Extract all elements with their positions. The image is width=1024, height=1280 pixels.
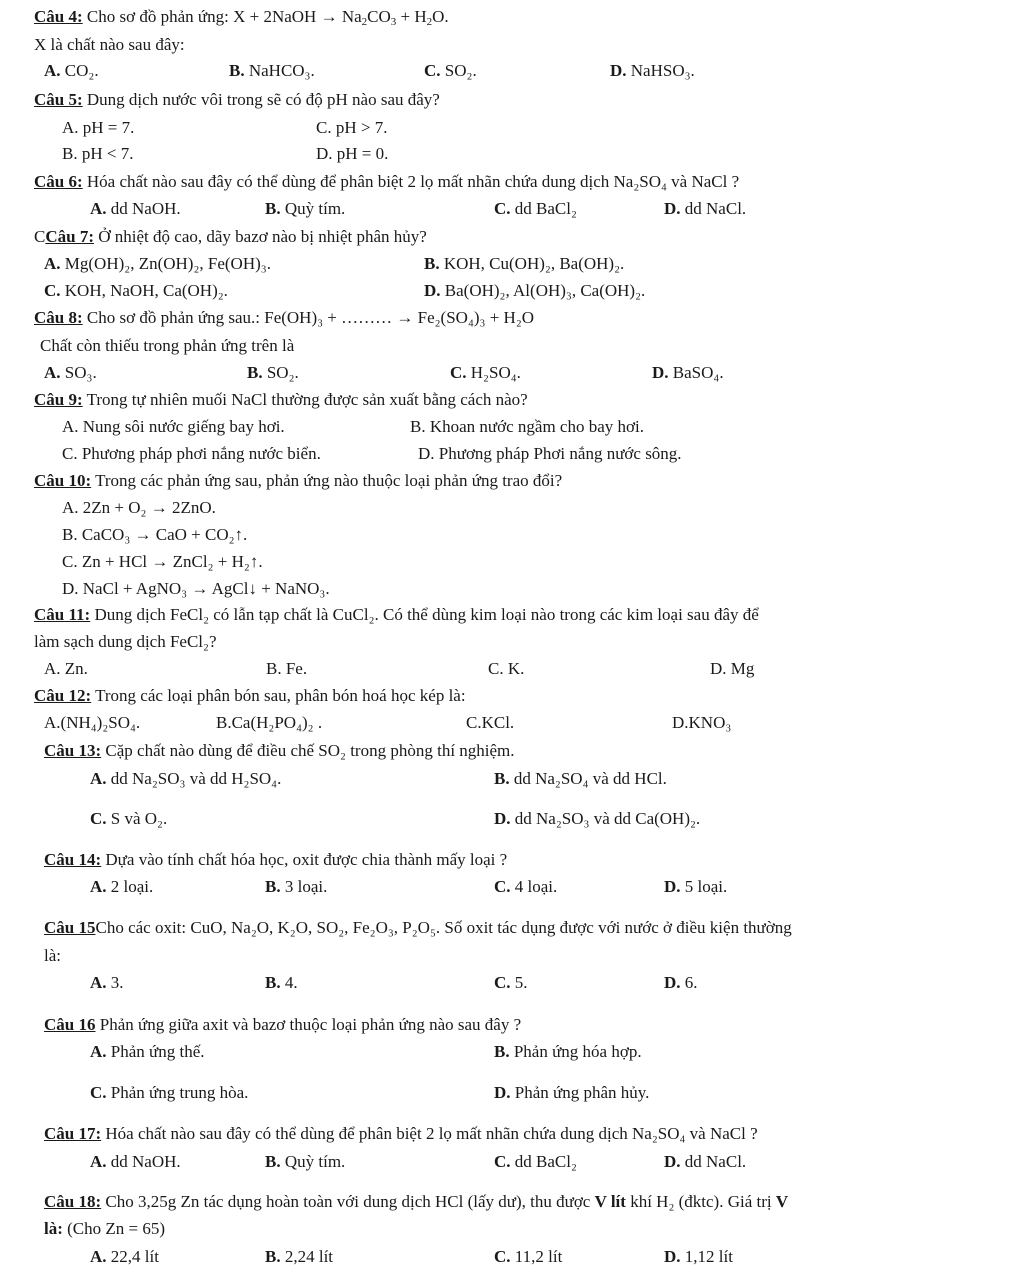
q8-option-a[interactable]: A. SO₃. bbox=[44, 363, 97, 382]
q7-stem: CCâu 7: Ở nhiệt độ cao, dãy bazơ nào bị nhiệt phân hủy? bbox=[34, 227, 427, 246]
q11-stem: Câu 11: Dung dịch FeCl₂ có lẫn tạp chất là CuCl₂. Có thể dùng kim loại nào trong các kim loại sau đây để bbox=[34, 605, 759, 624]
q5-option-b[interactable]: B. pH < 7. bbox=[62, 144, 134, 163]
q17-stem: Câu 17: Hóa chất nào sau đây có thể dùng để phân biệt 2 lọ mất nhãn chứa dung dịch Na₂SO₄ và NaCl ? bbox=[44, 1124, 758, 1143]
q6-stem: Câu 6: Hóa chất nào sau đây có thể dùng để phân biệt 2 lọ mất nhãn chứa dung dịch Na₂SO₄ và NaCl ? bbox=[34, 172, 740, 191]
q9-option-a[interactable]: A. Nung sôi nước giếng bay hơi. bbox=[62, 417, 285, 436]
q11-option-b[interactable]: B. Fe. bbox=[266, 659, 308, 678]
q11-line2: làm sạch dung dịch FeCl₂? bbox=[34, 632, 217, 651]
q6-option-d[interactable]: D. dd NaCl. bbox=[664, 199, 747, 218]
q4-stem: Câu 4: Cho sơ đồ phản ứng: X + 2NaOH → $Na_2CO_3 + H_2O$. bbox=[34, 7, 449, 28]
q15-option-b[interactable]: B. 4. bbox=[265, 973, 298, 992]
q12-option-b[interactable]: B.Ca(H₂PO₄)₂ . bbox=[216, 713, 323, 732]
q8-title: Câu 8: bbox=[34, 308, 83, 327]
q18-title: Câu 18: bbox=[44, 1192, 102, 1211]
q16-option-a[interactable]: A. Phản ứng thế. bbox=[90, 1042, 205, 1061]
q10-option-b[interactable]: B. CaCO₃ → CaO + CO₂↑. bbox=[62, 525, 248, 544]
q4-line2: X là chất nào sau đây: bbox=[34, 35, 185, 54]
q7-option-d[interactable]: D. Ba(OH)₂, Al(OH)₃, Ca(OH)₂. bbox=[424, 281, 646, 300]
q9-option-d[interactable]: D. Phương pháp Phơi nắng nước sông. bbox=[418, 444, 682, 463]
q4-option-d[interactable]: D. NaHSO₃. bbox=[610, 61, 695, 80]
q14-stem: Câu 14: Dựa vào tính chất hóa học, oxit được chia thành mấy loại ? bbox=[44, 850, 508, 869]
q13-option-a[interactable]: A. dd Na₂SO₃ và dd H₂SO₄. bbox=[90, 769, 282, 788]
q18-stem: Câu 18: Cho 3,25g Zn tác dụng hoàn toàn với dung dịch HCl (lấy dư), thu được V lít khí H₂ (đktc). Giá trị V bbox=[44, 1192, 789, 1211]
q10-stem: Câu 10: Trong các phản ứng sau, phản ứng nào thuộc loại phản ứng trao đổi? bbox=[34, 471, 563, 490]
q5-option-c[interactable]: C. pH > 7. bbox=[316, 118, 388, 137]
q9-title: Câu 9: bbox=[34, 390, 83, 409]
q9-option-c[interactable]: C. Phương pháp phơi nắng nước biển. bbox=[62, 444, 321, 463]
q12-option-d[interactable]: D.KNO₃ bbox=[672, 713, 732, 732]
q10-option-d[interactable]: D. NaCl + AgNO₃ → AgCl↓ + NaNO₃. bbox=[62, 579, 330, 598]
q13-option-b[interactable]: B. dd Na₂SO₄ và dd HCl. bbox=[494, 769, 667, 788]
q8-option-b[interactable]: B. SO₂. bbox=[247, 363, 299, 382]
q6-option-c[interactable]: C. dd BaCl₂ bbox=[494, 199, 577, 218]
q16-stem: Câu 16 Phản ứng giữa axit và bazơ thuộc loại phản ứng nào sau đây ? bbox=[44, 1015, 522, 1034]
q11-title: Câu 11: bbox=[34, 605, 91, 624]
q14-option-c[interactable]: C. 4 loại. bbox=[494, 877, 558, 896]
q4-option-a[interactable]: A. CO₂. bbox=[44, 61, 99, 80]
q14-title: Câu 14: bbox=[44, 850, 102, 869]
q14-option-b[interactable]: B. 3 loại. bbox=[265, 877, 328, 896]
q5-option-a[interactable]: A. pH = 7. bbox=[62, 118, 135, 137]
q15-line2: là: bbox=[44, 946, 61, 965]
q17-title: Câu 17: bbox=[44, 1124, 102, 1143]
q11-option-a[interactable]: A. Zn. bbox=[44, 659, 88, 678]
q8-line2: Chất còn thiếu trong phản ứng trên là bbox=[40, 336, 295, 355]
q4-option-b[interactable]: B. NaHCO₃. bbox=[229, 61, 315, 80]
q11-option-d[interactable]: D. Mg bbox=[710, 659, 755, 678]
q7-option-b[interactable]: B. KOH, Cu(OH)₂, Ba(OH)₂. bbox=[424, 254, 625, 273]
q16-option-c[interactable]: C. Phản ứng trung hòa. bbox=[90, 1083, 249, 1102]
q5-stem: Câu 5: Dung dịch nước vôi trong sẽ có độ pH nào sau đây? bbox=[34, 90, 440, 109]
q15-option-a[interactable]: A. 3. bbox=[90, 973, 124, 992]
q16-option-b[interactable]: B. Phản ứng hóa hợp. bbox=[494, 1042, 642, 1061]
q13-option-c[interactable]: C. S và O₂. bbox=[90, 809, 168, 828]
q17-option-b[interactable]: B. Quỳ tím. bbox=[265, 1152, 346, 1171]
q18-option-c[interactable]: C. 11,2 lít bbox=[494, 1247, 563, 1266]
q8-stem: Câu 8: Cho sơ đồ phản ứng sau.: Fe(OH)₃ + ……… → Fe₂(SO₄)₃ + H₂O bbox=[34, 308, 535, 327]
q5-title: Câu 5: bbox=[34, 90, 83, 109]
q17-option-c[interactable]: C. dd BaCl₂ bbox=[494, 1152, 577, 1171]
q14-option-a[interactable]: A. 2 loại. bbox=[90, 877, 154, 896]
q6-option-b[interactable]: B. Quỳ tím. bbox=[265, 199, 346, 218]
q7-title: Câu 7: bbox=[45, 227, 94, 246]
q12-title: Câu 12: bbox=[34, 686, 92, 705]
q16-option-d[interactable]: D. Phản ứng phân hủy. bbox=[494, 1083, 650, 1102]
q14-option-d[interactable]: D. 5 loại. bbox=[664, 877, 728, 896]
q6-option-a[interactable]: A. dd NaOH. bbox=[90, 199, 181, 218]
q12-option-c[interactable]: C.KCl. bbox=[466, 713, 515, 732]
q16-title: Câu 16 bbox=[44, 1015, 96, 1034]
q11-option-c[interactable]: C. K. bbox=[488, 659, 525, 678]
q12-stem: Câu 12: Trong các loại phân bón sau, phân bón hoá học kép là: bbox=[34, 686, 466, 705]
q9-stem: Câu 9: Trong tự nhiên muối NaCl thường được sản xuất bằng cách nào? bbox=[34, 390, 528, 409]
q7-option-a[interactable]: A. Mg(OH)₂, Zn(OH)₂, Fe(OH)₃. bbox=[44, 254, 271, 273]
q10-option-a[interactable]: A. 2Zn + O₂ → 2ZnO. bbox=[62, 498, 216, 517]
q17-option-d[interactable]: D. dd NaCl. bbox=[664, 1152, 747, 1171]
q15-title: Câu 15 bbox=[44, 918, 96, 937]
q13-title: Câu 13: bbox=[44, 741, 102, 760]
q15-option-c[interactable]: C. 5. bbox=[494, 973, 528, 992]
q7-option-c[interactable]: C. KOH, NaOH, Ca(OH)₂. bbox=[44, 281, 228, 300]
q4-option-c[interactable]: C. SO₂. bbox=[424, 61, 477, 80]
q15-option-d[interactable]: D. 6. bbox=[664, 973, 698, 992]
q18-option-a[interactable]: A. 22,4 lít bbox=[90, 1247, 159, 1266]
q18-line2: là: (Cho Zn = 65) bbox=[44, 1219, 166, 1238]
q5-option-d[interactable]: D. pH = 0. bbox=[316, 144, 389, 163]
q10-title: Câu 10: bbox=[34, 471, 92, 490]
q4-title: Câu 4: bbox=[34, 7, 83, 26]
q18-option-d[interactable]: D. 1,12 lít bbox=[664, 1247, 733, 1266]
q13-stem: Câu 13: Cặp chất nào dùng để điều chế SO₂ trong phòng thí nghiệm. bbox=[44, 741, 515, 760]
q13-option-d[interactable]: D. dd Na₂SO₃ và dd Ca(OH)₂. bbox=[494, 809, 701, 828]
q8-option-d[interactable]: D. BaSO₄. bbox=[652, 363, 724, 382]
q10-option-c[interactable]: C. Zn + HCl → ZnCl₂ + H₂↑. bbox=[62, 552, 263, 571]
q17-option-a[interactable]: A. dd NaOH. bbox=[90, 1152, 181, 1171]
q8-option-c[interactable]: C. H₂SO₄. bbox=[450, 363, 521, 382]
q9-option-b[interactable]: B. Khoan nước ngầm cho bay hơi. bbox=[410, 417, 644, 436]
q12-option-a[interactable]: A.(NH₄)₂SO₄. bbox=[44, 713, 141, 732]
q15-stem: Câu 15Cho các oxit: CuO, Na₂O, K₂O, SO₂, Fe₂O₃, P₂O₅. Số oxit tác dụng được với nước ở điều kiện thường bbox=[44, 918, 792, 937]
q18-option-b[interactable]: B. 2,24 lít bbox=[265, 1247, 334, 1266]
q6-title: Câu 6: bbox=[34, 172, 83, 191]
